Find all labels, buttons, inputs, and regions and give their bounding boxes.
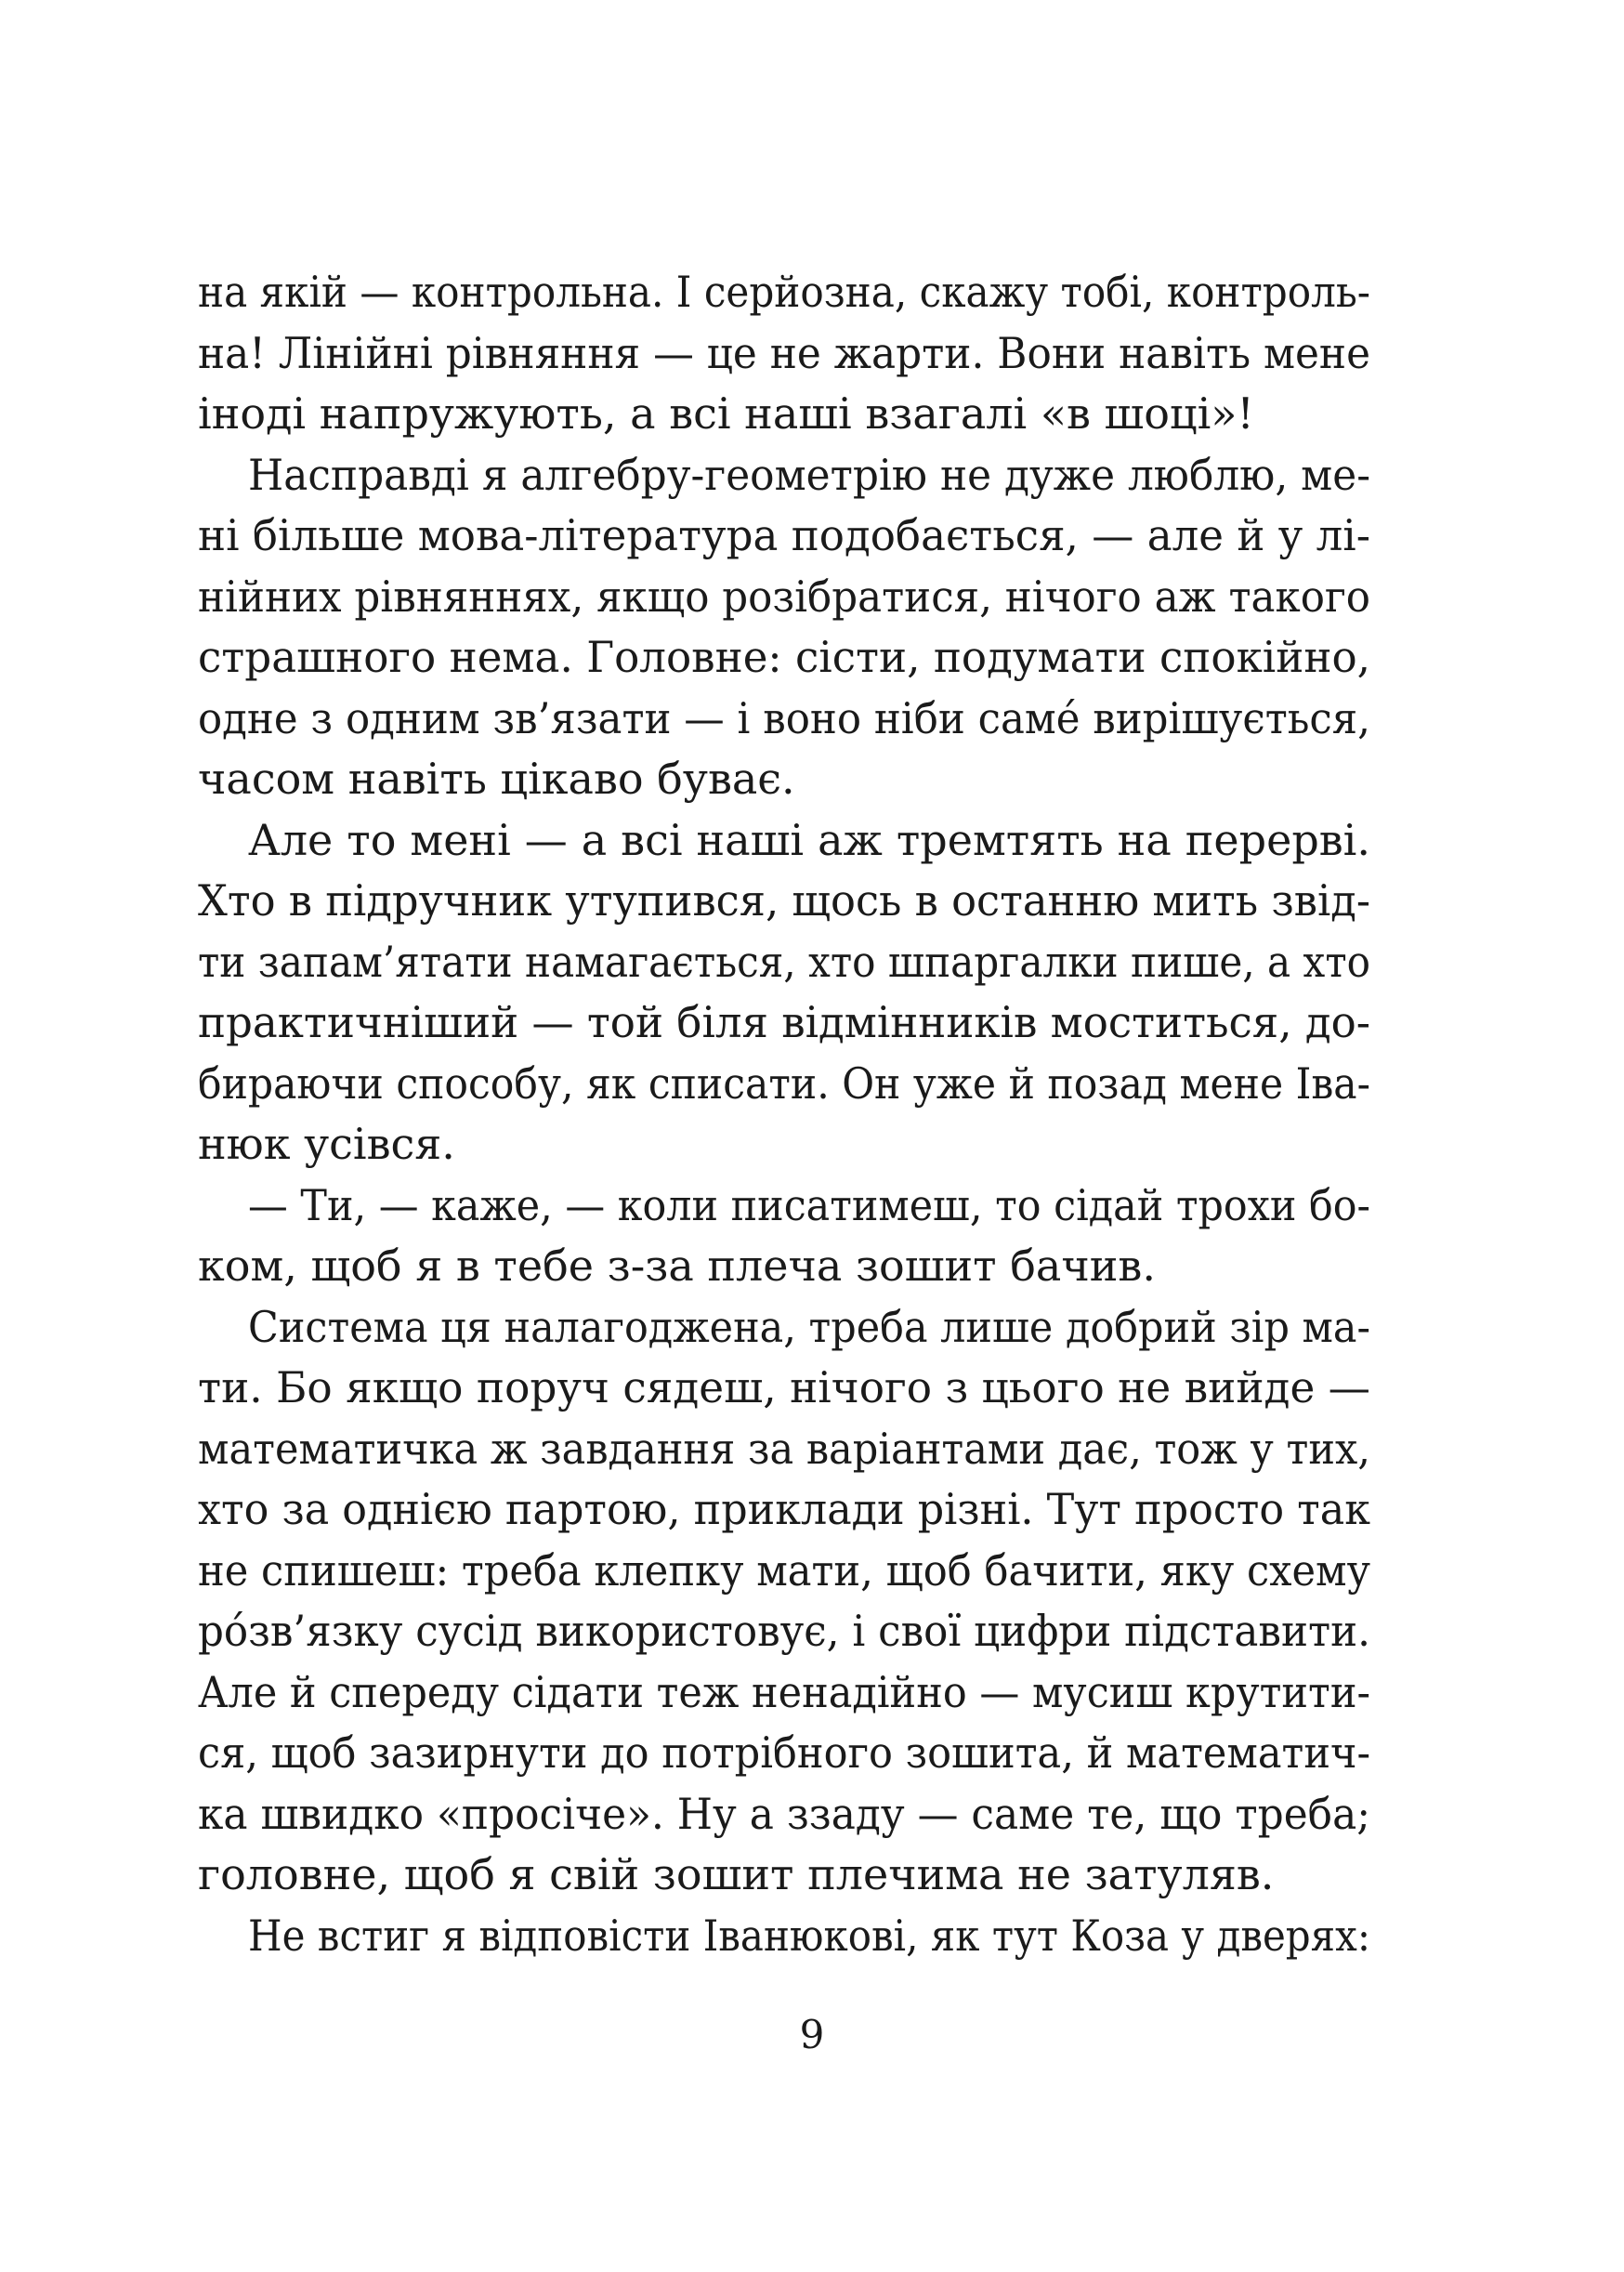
text-line: практичніший — той біля відмінників моститься, до- <box>198 997 1370 1047</box>
text-line: нюк усівся. <box>198 1119 455 1169</box>
text-line: головне, щоб я свій зошит плечима не затуляв. <box>198 1849 1275 1899</box>
text-line: страшного нема. Головне: сісти, подумати спокійно, <box>198 632 1370 682</box>
text-line: рóзв’язку сусід використовує, і свої цифри підставити. <box>198 1606 1370 1656</box>
text-line: ком, щоб я в тебе з-за плеча зошит бачив. <box>198 1241 1156 1291</box>
text-line: Система ця налагоджена, треба лише добрий зір ма- <box>248 1301 1370 1352</box>
text-line: бираючи способу, як списати. Он уже й позад мене Іва- <box>198 1057 1370 1109</box>
text-line: Насправді я алгебру-геометрію не дуже люблю, ме- <box>248 449 1370 500</box>
text-line: Але й спереду сідати теж ненадійно — мусиш крутити- <box>198 1666 1370 1717</box>
text-line: хто за однією партою, приклади різні. Тут просто так <box>198 1484 1370 1534</box>
text-line: не спишеш: треба клепку мати, щоб бачити, яку схему <box>198 1544 1370 1596</box>
text-line: одне з одним зв’язати — і воно ніби самé вирішується, <box>198 692 1370 743</box>
text-line: математичка ж завдання за варіантами дає, тож у тих, <box>198 1423 1370 1474</box>
text-line: ти запам’ятати намагається, хто шпаргалки пише, а хто <box>198 936 1370 987</box>
body-text <box>198 262 1370 1966</box>
text-line: іноді напружують, а всі наші взагалі «в шоці»! <box>198 388 1254 439</box>
text-line: ні більше мова-література подобається, — але й у лі- <box>198 510 1370 560</box>
page-number: 9 <box>799 2012 825 2057</box>
text-line: Але то мені — а всі наші аж тремтять на перерві. <box>248 814 1370 865</box>
text-line: ся, щоб зазирнути до потрібного зошита, й математич- <box>198 1727 1370 1778</box>
text-line: часом навіть цікаво буває. <box>198 754 795 804</box>
text-line: Не встиг я відповісти Іванюкові, як тут Коза у дверях: <box>248 1910 1370 1961</box>
text-line: на! Лінійні рівняння — це не жарти. Вони навіть мене <box>198 327 1370 378</box>
text-line: ка швидко «просіче». Ну а ззаду — саме те, що треба; <box>198 1788 1370 1839</box>
text-line: Хто в підручник утупився, щось в останню мить звід- <box>198 875 1370 926</box>
text-line: — Ти, — каже, — коли писатимеш, то сідай трохи бо- <box>248 1179 1370 1230</box>
text-line: на якій — контрольна. І серйозна, скажу тобі, контроль- <box>198 267 1370 317</box>
text-line: ти. Бо якщо поруч сядеш, нічого з цього не вийде — <box>198 1362 1370 1412</box>
text-line: нійних рівняннях, якщо розібратися, нічого аж такого <box>198 571 1370 622</box>
